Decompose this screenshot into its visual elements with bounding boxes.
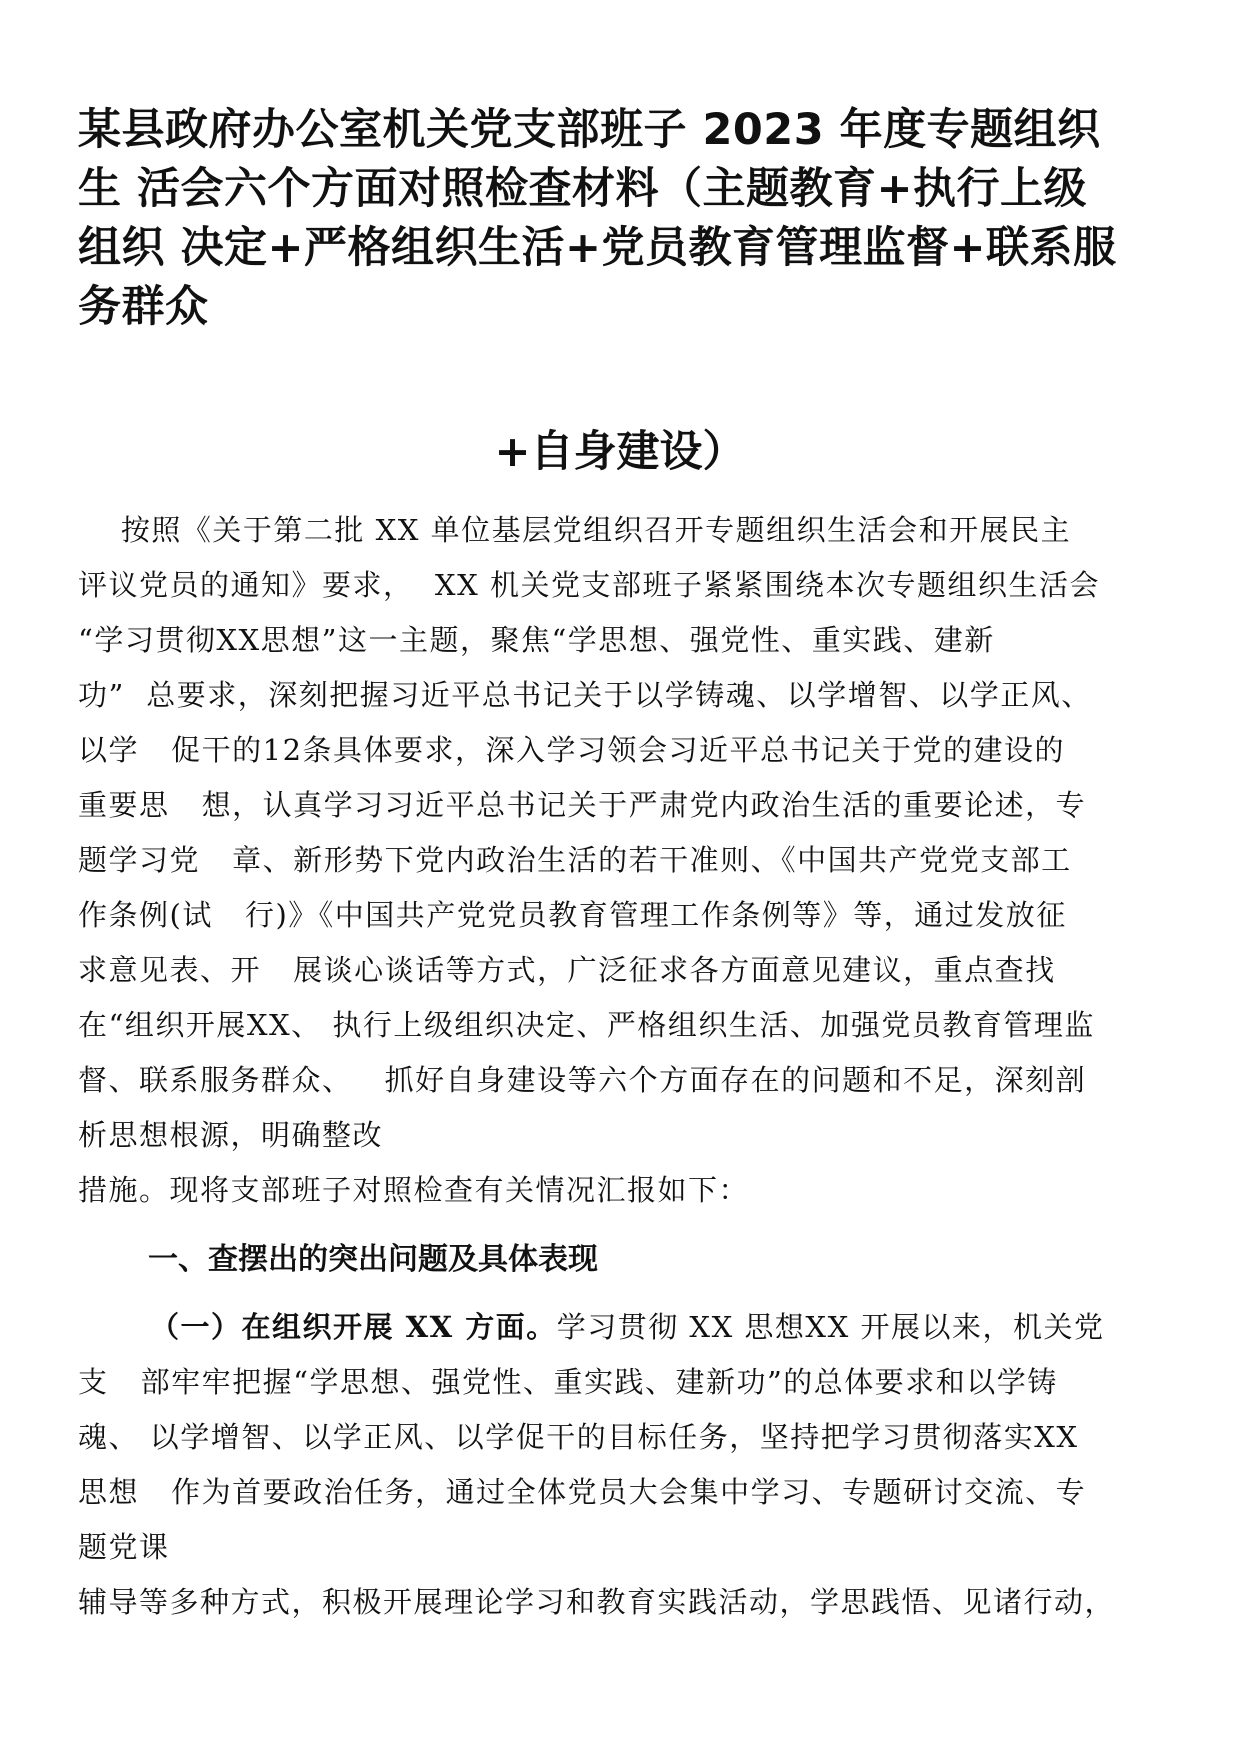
title-tail: +自身建设） (494, 427, 746, 477)
intro-line-2: 评议党员的通知》要求， XX 机关党支部班子紧紧围绕本次专题组织生活会 (78, 568, 1100, 602)
intro-line-3: “学习贯彻XX思想”这一主题，聚焦“学思想、强党性、重实践、建新 (78, 623, 995, 657)
intro-line-5: 以学 促干的12条具体要求，深入学习领会习近平总书记关于党的建设的 (78, 733, 1066, 767)
subsection-1-lead: （一）在组织开展 XX 方面。 (150, 1310, 557, 1344)
intro-line-13: 措施。现将支部班子对照检查有关情况汇报如下： (78, 1173, 750, 1207)
subsection-1-line-6: 辅导等多种方式，积极开展理论学习和教育实践活动，学思践悟、见诸行动， (78, 1585, 1116, 1619)
intro-line-10: 在“组织开展XX、 执行上级组织决定、严格组织生活、加强党员教育管理监 (78, 1008, 1095, 1042)
subsection-1-line-3: 魂、 以学增智、以学正风、以学促干的目标任务，坚持把学习贯彻落实XX (78, 1420, 1079, 1454)
intro-line-8: 作条例(试 行)》《中国共产党党员教育管理工作条例等》等，通过发放征 (78, 898, 1067, 932)
title-line-1: 某县政府办公室机关党支部班子 2023 年度专题组织 (78, 105, 1101, 155)
subsection-1-line-5: 题党课 (78, 1530, 170, 1564)
intro-line-6: 重要思 想，认真学习习近平总书记关于严肃党内政治生活的重要论述，专 (78, 788, 1087, 822)
intro-line-4: 功” 总要求，深刻把握习近平总书记关于以学铸魂、以学增智、以学正风、 (78, 678, 1092, 712)
intro-line-12: 析思想根源，明确整改 (78, 1118, 384, 1152)
intro-line-7: 题学习党 章、新形势下党内政治生活的若干准则、《中国共产党党支部工 (78, 843, 1072, 877)
intro-line-11: 督、联系服务群众、 抓好自身建设等六个方面存在的问题和不足，深刻剖 (78, 1063, 1087, 1097)
subsection-1-first-text: 学习贯彻 XX 思想XX 开展以来，机关党 (556, 1310, 1105, 1344)
title-line-3: 组织 决定+严格组织生活+党员教育管理监督+联系服 (78, 223, 1117, 273)
title-line-4: 务群众 (78, 282, 209, 332)
section-heading-1: 一、查摆出的突出问题及具体表现 (148, 1242, 598, 1277)
subsection-1-line-2: 支 部牢牢把握“学思想、强党性、重实践、建新功”的总体要求和以学铸 (78, 1365, 1058, 1399)
intro-line-9: 求意见表、开 展谈心谈话等方式，广泛征求各方面意见建议，重点查找 (78, 953, 1056, 987)
subsection-1-first-line (150, 1307, 1104, 1347)
subsection-1-line-4: 思想 作为首要政治任务，通过全体党员大会集中学习、专题研讨交流、专 (78, 1475, 1087, 1509)
intro-line-1: 按照《关于第二批 XX 单位基层党组织召开专题组织生活会和开展民主 (78, 513, 1072, 547)
title-line-2: 生 活会六个方面对照检查材料（主题教育+执行上级 (78, 164, 1087, 214)
